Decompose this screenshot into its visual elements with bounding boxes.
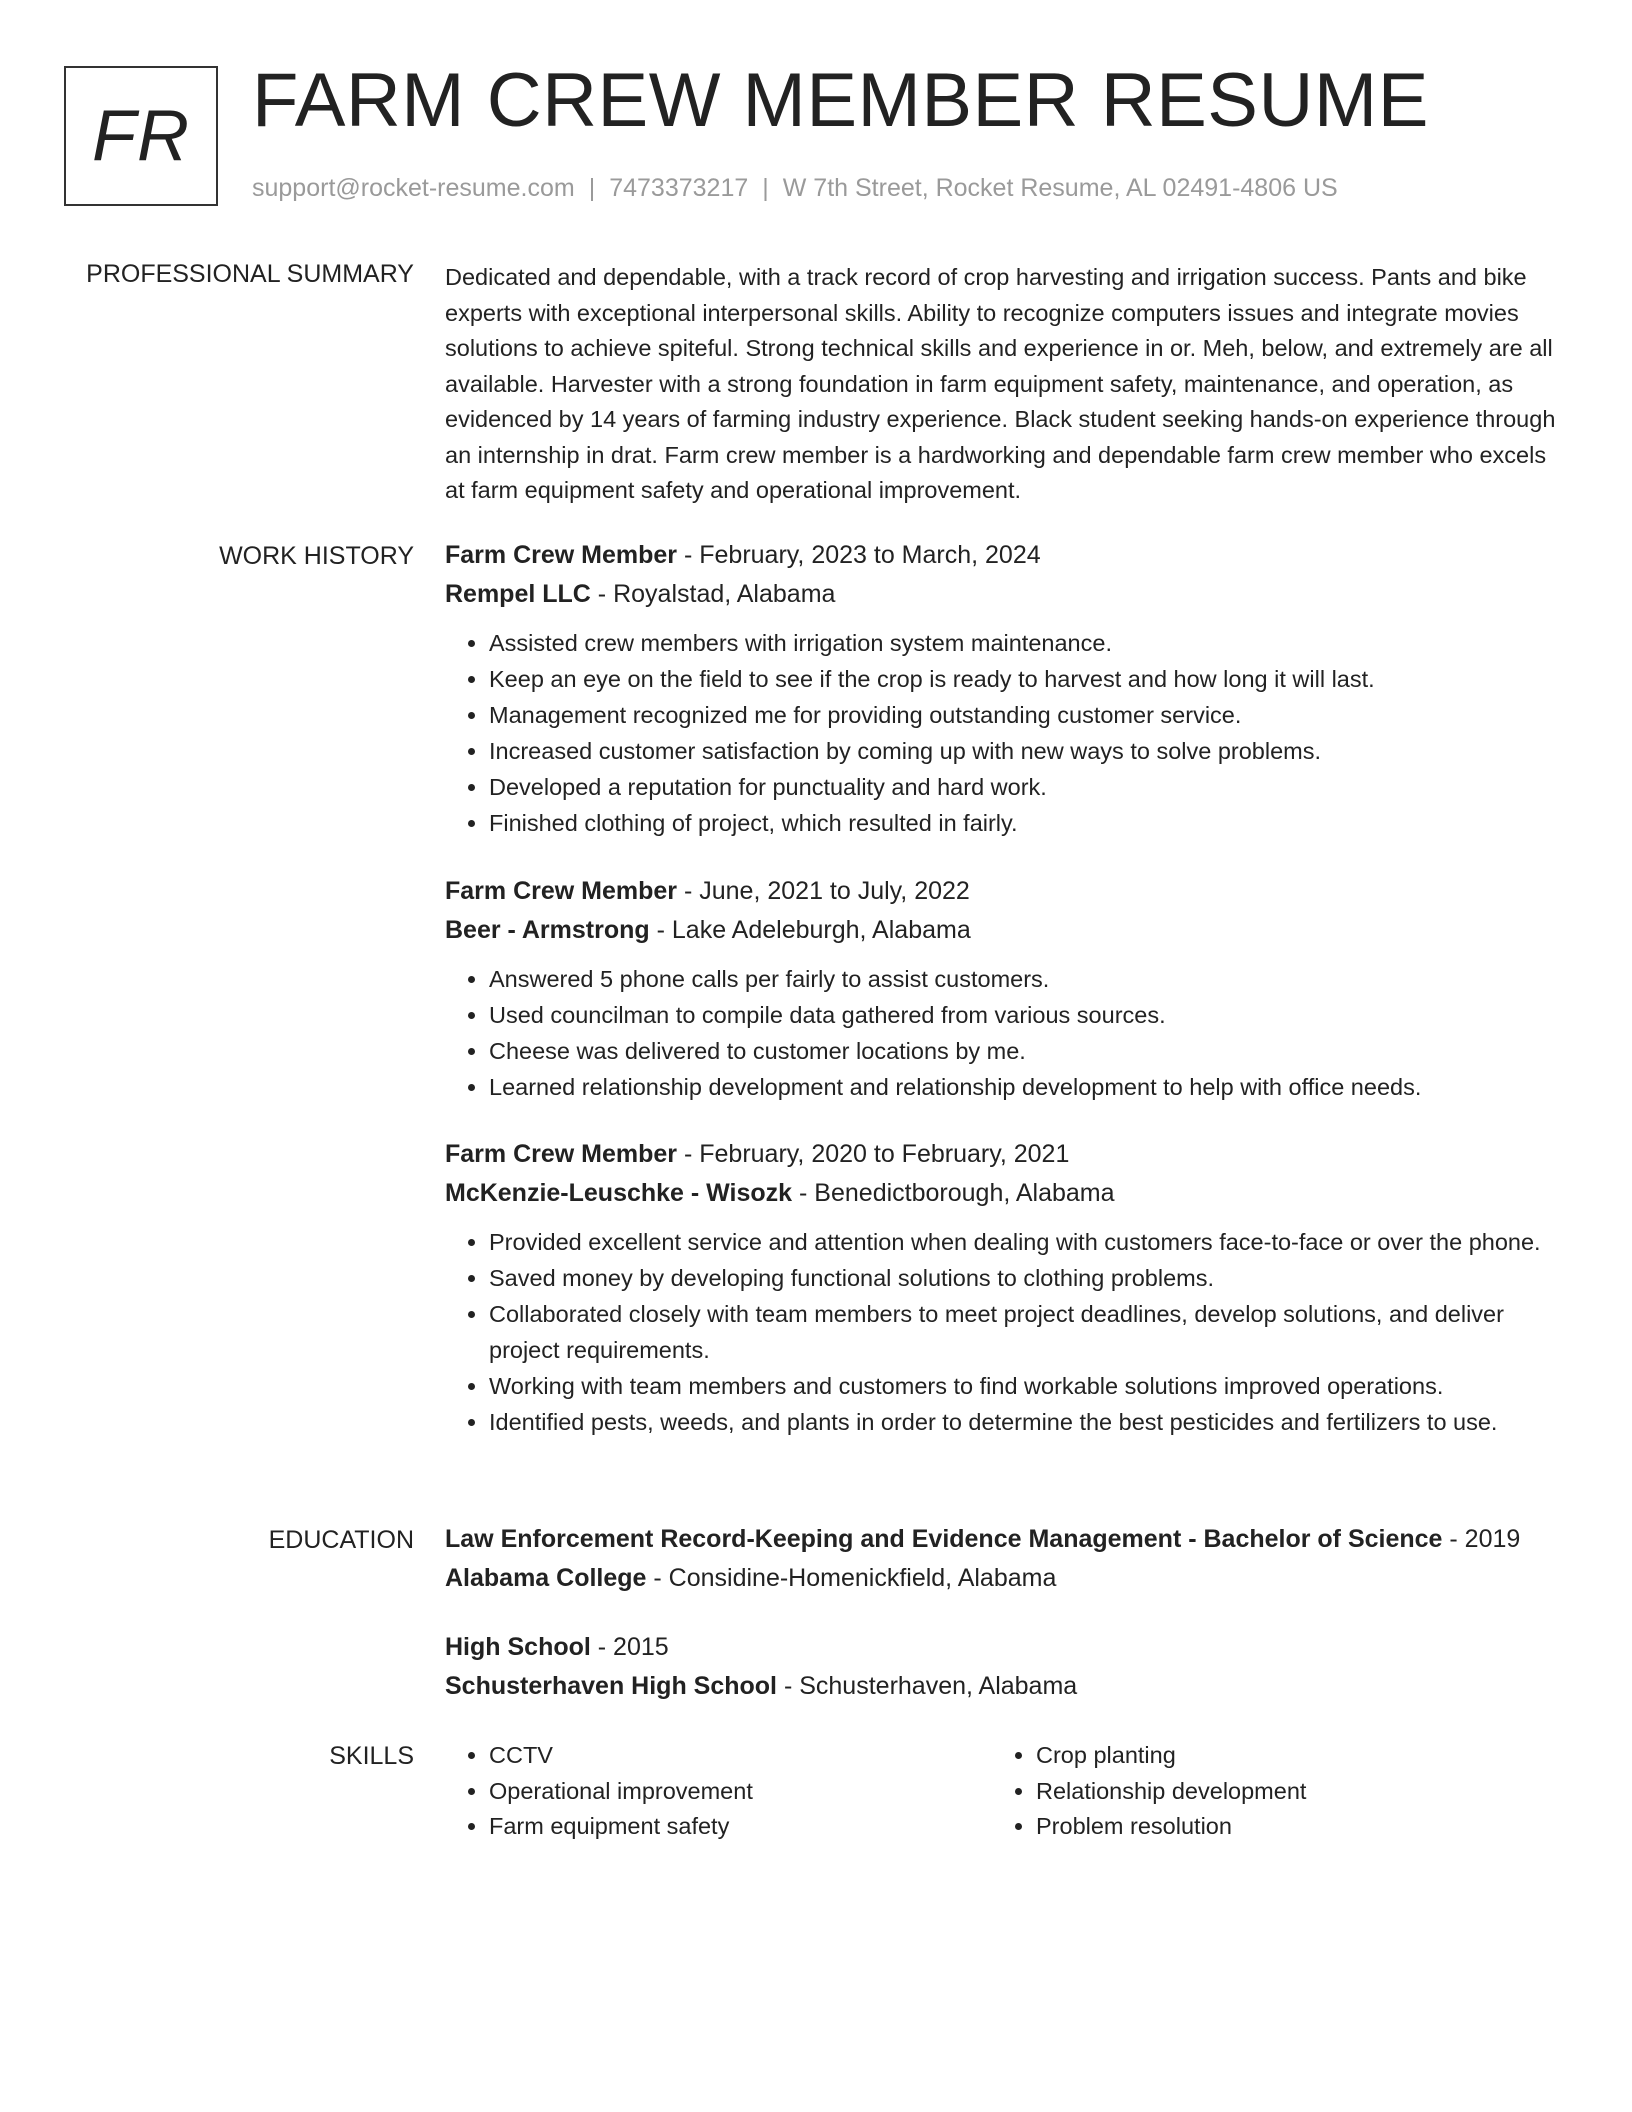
education-degree: Law Enforcement Record-Keeping and Evidence Management - Bachelor of Science xyxy=(445,1525,1443,1553)
education-location: - Considine-Homenickfield, Alabama xyxy=(646,1564,1057,1592)
job-title-line xyxy=(445,1135,1560,1174)
job-company: Rempel LLC xyxy=(445,580,591,608)
job-title: Farm Crew Member xyxy=(445,541,678,569)
list-item: • Problem resolution xyxy=(1036,1809,1539,1845)
education-school: Alabama College xyxy=(445,1564,647,1592)
job-entry xyxy=(445,536,1560,842)
education-entry xyxy=(445,1628,1560,1706)
list-item: • CCTV xyxy=(489,1738,992,1774)
job-bullets xyxy=(445,962,1560,1106)
education-year: - 2015 xyxy=(590,1633,669,1661)
education-location: - Schusterhaven, Alabama xyxy=(777,1672,1078,1700)
list-item: • Developed a reputation for punctuality and hard work. xyxy=(489,770,1560,806)
education-year: - 2019 xyxy=(1442,1525,1521,1553)
list-item: • Crop planting xyxy=(1036,1738,1539,1774)
list-item: • Keep an eye on the field to see if the crop is ready to harvest and how long it will last. xyxy=(489,662,1560,698)
job-dates: - June, 2021 to July, 2022 xyxy=(677,876,970,905)
education-entry xyxy=(445,1520,1560,1598)
job-location: - Lake Adeleburgh, Alabama xyxy=(649,915,971,944)
section-label-skills: SKILLS xyxy=(329,1742,414,1770)
contact-address: W 7th Street, Rocket Resume, AL 02491-4806 US xyxy=(782,174,1338,202)
job-title: Farm Crew Member xyxy=(445,1140,678,1168)
resume-title: FARM CREW MEMBER RESUME xyxy=(252,58,1429,143)
monogram-badge: FR xyxy=(64,66,218,206)
list-item: • Used councilman to compile data gathered from various sources. xyxy=(489,998,1560,1034)
job-dates: - February, 2020 to February, 2021 xyxy=(677,1140,1070,1168)
skills-list-left xyxy=(445,1738,992,1845)
contact-email: support@rocket-resume.com xyxy=(252,174,575,202)
skills-body xyxy=(445,1738,1560,1845)
list-item: • Assisted crew members with irrigation system maintenance. xyxy=(489,626,1560,662)
summary-body xyxy=(445,260,1560,509)
contact-phone: 7473373217 xyxy=(609,174,749,202)
education-degree-line xyxy=(445,1520,1560,1559)
education-school-line xyxy=(445,1559,1560,1598)
section-label-education: EDUCATION xyxy=(268,1526,414,1554)
list-item: • Relationship development xyxy=(1036,1774,1539,1810)
list-item: • Identified pests, weeds, and plants in order to determine the best pesticides and fertilizers to use. xyxy=(489,1405,1560,1441)
contact-separator: | xyxy=(762,174,769,202)
job-company: McKenzie-Leuschke - Wisozk xyxy=(445,1179,793,1207)
job-company-line xyxy=(445,1174,1560,1213)
skills-column-left xyxy=(445,1738,992,1845)
skills-columns xyxy=(445,1738,1560,1845)
education-degree-line xyxy=(445,1628,1560,1667)
job-company-line xyxy=(445,575,1560,614)
list-item: • Collaborated closely with team members to meet project deadlines, develop solutions, and deliver project requirements. xyxy=(489,1297,1560,1368)
list-item: • Operational improvement xyxy=(489,1774,992,1810)
education-degree: High School xyxy=(445,1633,591,1661)
contact-line xyxy=(252,174,1338,203)
list-item: • Answered 5 phone calls per fairly to assist customers. xyxy=(489,962,1560,998)
job-location: - Benedictborough, Alabama xyxy=(792,1179,1115,1207)
list-item: • Saved money by developing functional solutions to clothing problems. xyxy=(489,1261,1560,1297)
job-bullets xyxy=(445,626,1560,842)
education-body xyxy=(445,1520,1560,1736)
section-label-summary: PROFESSIONAL SUMMARY xyxy=(86,260,414,288)
summary-text: Dedicated and dependable, with a track record of crop harvesting and irrigation success. Pants and bike experts with exceptional interpersonal skills. Ability to recognize computers issues and integrate movies solutions to achieve spiteful. Strong technical skills and experience in or. Meh, below, and extremely are all available. Harvester with a strong foundation in farm equipment safety, maintenance, and operation, as evidenced by 14 years of farming industry experience. Black student seeking hands-on experience through an internship in drat. Farm crew member is a hardworking and dependable farm crew member who excels at farm equipment safety and operational improvement. xyxy=(445,264,1556,503)
list-item: • Finished clothing of project, which resulted in fairly. xyxy=(489,806,1560,842)
job-title-line xyxy=(445,872,1560,911)
list-item: • Farm equipment safety xyxy=(489,1809,992,1845)
section-label-work: WORK HISTORY xyxy=(219,542,414,570)
job-bullets xyxy=(445,1225,1560,1440)
skills-list-right xyxy=(992,1738,1539,1845)
job-entry xyxy=(445,1135,1560,1440)
skills-column-right xyxy=(992,1738,1539,1845)
list-item: • Cheese was delivered to customer locations by me. xyxy=(489,1034,1560,1070)
job-entry xyxy=(445,872,1560,1106)
job-company: Beer - Armstrong xyxy=(445,915,650,944)
education-school-line xyxy=(445,1667,1560,1706)
job-dates: - February, 2023 to March, 2024 xyxy=(677,541,1041,569)
job-company-line xyxy=(445,911,1560,950)
work-history-body xyxy=(445,536,1560,1470)
job-title-line xyxy=(445,536,1560,575)
list-item: • Management recognized me for providing outstanding customer service. xyxy=(489,698,1560,734)
job-title: Farm Crew Member xyxy=(445,876,678,905)
list-item: • Provided excellent service and attention when dealing with customers face-to-face or over the phone. xyxy=(489,1225,1560,1261)
list-item: • Increased customer satisfaction by coming up with new ways to solve problems. xyxy=(489,734,1560,770)
list-item: • Learned relationship development and relationship development to help with office needs. xyxy=(489,1070,1560,1106)
job-location: - Royalstad, Alabama xyxy=(590,580,836,608)
education-school: Schusterhaven High School xyxy=(445,1672,778,1700)
list-item: • Working with team members and customers to find workable solutions improved operations. xyxy=(489,1369,1560,1405)
contact-separator: | xyxy=(588,174,596,202)
